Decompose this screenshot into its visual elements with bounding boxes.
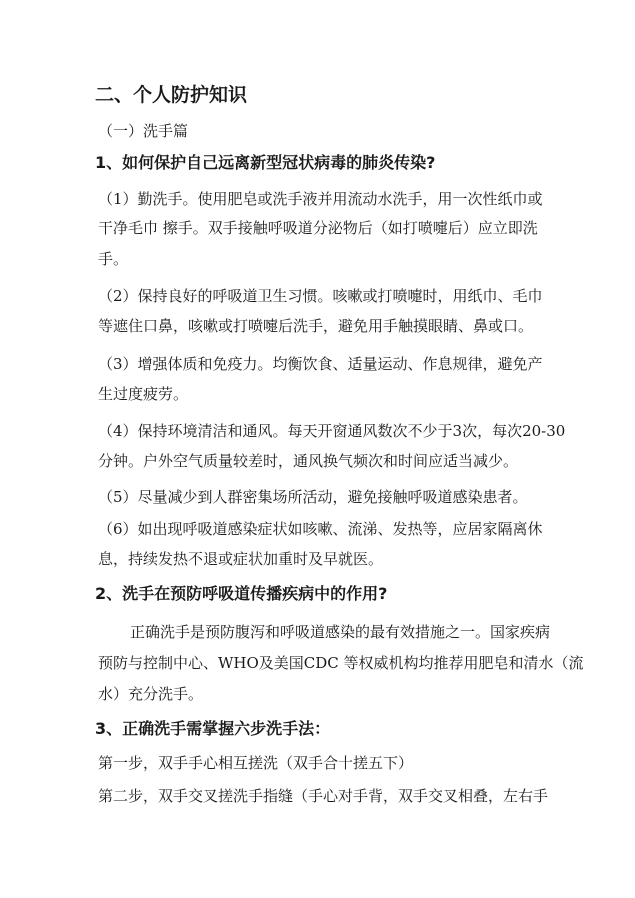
q2-p1-line3: 水）充分洗手。 <box>98 685 204 703</box>
q1-p1-line2: 干净毛巾 擦手。双手接触呼吸道分泌物后（如打喷嚏后）应立即洗 <box>98 219 538 237</box>
question-1-title: 1、如何保护自己远离新型冠状病毒的肺炎传染? <box>95 153 436 172</box>
q1-p2-line1: （2）保持良好的呼吸道卫生习惯。咳嗽或打喷嚏时，用纸巾、毛巾 <box>98 287 543 305</box>
q1-p1-line3: 手。 <box>98 250 129 268</box>
q1-p2-line2: 等遮住口鼻，咳嗽或打喷嚏后洗手，避免用手触摸眼睛、鼻或口。 <box>98 317 534 335</box>
q2-p1-line2: 预防与控制中心、WHO及美国CDC 等权威机构均推荐用肥皂和清水（流 <box>98 654 584 672</box>
section-heading: 二、个人防护知识 <box>95 84 248 106</box>
q1-p6-line1: （6）如出现呼吸道感染症状如咳嗽、流涕、发热等，应居家隔离休 <box>98 520 543 538</box>
sub-heading: （一）洗手篇 <box>98 122 189 140</box>
q1-p4-line2: 分钟。户外空气质量较差时，通风换气频次和时间应适当减少。 <box>98 452 519 470</box>
q1-p6-line2: 息，持续发热不退或症状加重时及早就医。 <box>98 550 384 568</box>
q1-p5-line1: （5）尽量减少到人群密集场所活动，避免接触呼吸道感染患者。 <box>98 488 528 506</box>
q3-step2: 第二步，双手交叉搓洗手指缝（手心对手背，双手交叉相叠，左右手 <box>98 787 549 805</box>
q1-p3-line2: 生过度疲劳。 <box>98 385 189 403</box>
question-3-title: 3、正确洗手需掌握六步洗手法： <box>95 719 331 738</box>
q2-p1-line1: 正确洗手是预防腹泻和呼吸道感染的最有效措施之一。国家疾病 <box>130 623 551 641</box>
question-2-title: 2、洗手在预防呼吸道传播疾病中的作用? <box>95 584 388 603</box>
q3-step1: 第一步，双手手心相互搓洗（双手合十搓五下） <box>98 754 414 772</box>
q1-p3-line1: （3）增强体质和免疫力。均衡饮食、适量运动、作息规律，避免产 <box>98 355 543 373</box>
q1-p1-line1: （1）勤洗手。使用肥皂或洗手液并用流动水洗手，用一次性纸巾或 <box>98 190 543 208</box>
q1-p4-line1: （4）保持环境清洁和通风。每天开窗通风数次不少于3次，每次20-30 <box>98 422 566 440</box>
